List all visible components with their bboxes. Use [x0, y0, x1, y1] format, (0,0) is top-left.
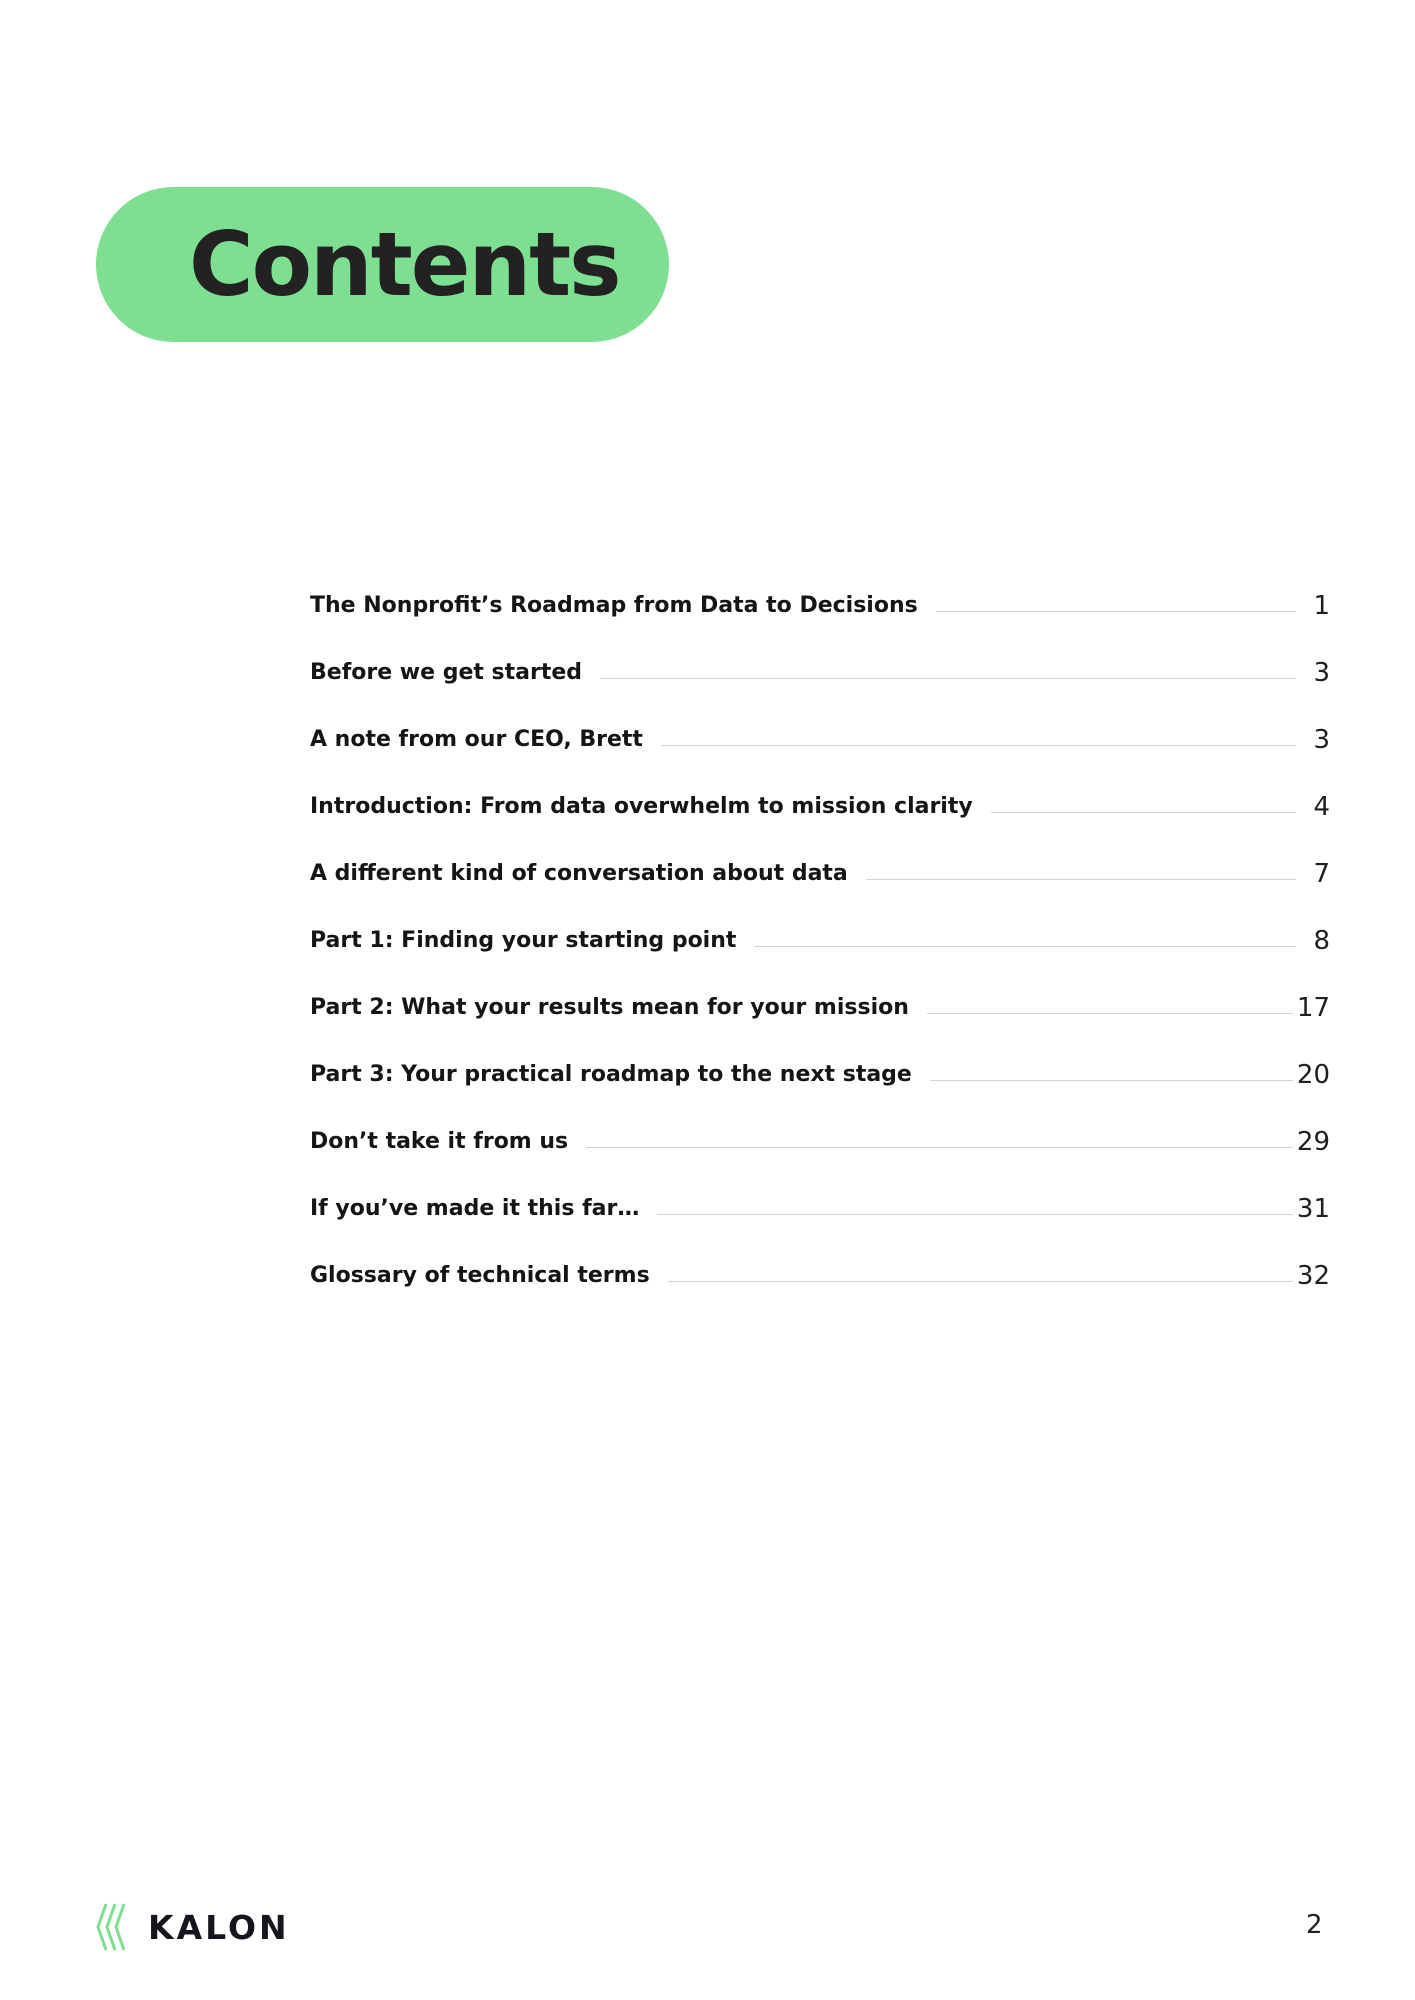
toc-entry-page: 29 [1296, 1126, 1330, 1157]
toc-entry[interactable] [310, 974, 1330, 1041]
toc-entry-page: 4 [1313, 791, 1330, 822]
toc-entry[interactable] [310, 706, 1330, 773]
toc-leader-line [586, 1147, 1293, 1148]
toc-entry-label: Part 3: Your practical roadmap to the next stage [310, 1062, 912, 1087]
toc-entry[interactable] [310, 907, 1330, 974]
toc-entry[interactable] [310, 773, 1330, 840]
toc-entry-page: 31 [1296, 1193, 1330, 1224]
contents-title-pill [96, 187, 669, 342]
toc-leader-line [600, 678, 1296, 679]
toc-entry-page: 8 [1313, 925, 1330, 956]
kalon-chevron-logo-icon [96, 1902, 130, 1952]
toc-entry-page: 1 [1313, 590, 1330, 621]
toc-entry-label: A different kind of conversation about data [310, 861, 848, 886]
toc-leader-line [936, 611, 1296, 612]
toc-entry[interactable] [310, 1041, 1330, 1108]
toc-entry[interactable] [310, 1108, 1330, 1175]
toc-entry[interactable] [310, 572, 1330, 639]
toc-entry[interactable] [310, 1175, 1330, 1242]
kalon-logo [96, 1902, 290, 1952]
toc-entry-page: 7 [1313, 858, 1330, 889]
toc-entry-page: 3 [1313, 724, 1330, 755]
toc-entry-page: 3 [1313, 657, 1330, 688]
toc-entry-label: Part 1: Finding your starting point [310, 928, 737, 953]
toc-leader-line [991, 812, 1296, 813]
kalon-wordmark: KALON [148, 1907, 290, 1947]
toc-entry-label: Don’t take it from us [310, 1129, 569, 1154]
toc-entry-label: Part 2: What your results mean for your mission [310, 995, 909, 1020]
toc-leader-line [657, 1214, 1293, 1215]
toc-entry-page: 17 [1296, 992, 1330, 1023]
page-number: 2 [1306, 1910, 1323, 1940]
toc-entry[interactable] [310, 639, 1330, 706]
toc-entry[interactable] [310, 1242, 1330, 1309]
toc-leader-line [866, 879, 1296, 880]
page-title: Contents [189, 212, 620, 316]
toc-entry-label: A note from our CEO, Brett [310, 727, 643, 752]
toc-leader-line [930, 1080, 1293, 1081]
toc-leader-line [661, 745, 1296, 746]
toc-entry-page: 20 [1296, 1059, 1330, 1090]
toc-entry-label: If you’ve made it this far… [310, 1196, 640, 1221]
toc-entry-page: 32 [1296, 1260, 1330, 1291]
toc-entry-label: Before we get started [310, 660, 583, 685]
toc-leader-line [927, 1013, 1293, 1014]
toc-leader-line [754, 946, 1296, 947]
toc-entry-label: Introduction: From data overwhelm to mission clarity [310, 794, 973, 819]
toc-leader-line [668, 1281, 1293, 1282]
table-of-contents [310, 572, 1330, 1309]
toc-entry[interactable] [310, 840, 1330, 907]
toc-entry-label: The Nonprofit’s Roadmap from Data to Decisions [310, 593, 918, 618]
toc-entry-label: Glossary of technical terms [310, 1263, 650, 1288]
